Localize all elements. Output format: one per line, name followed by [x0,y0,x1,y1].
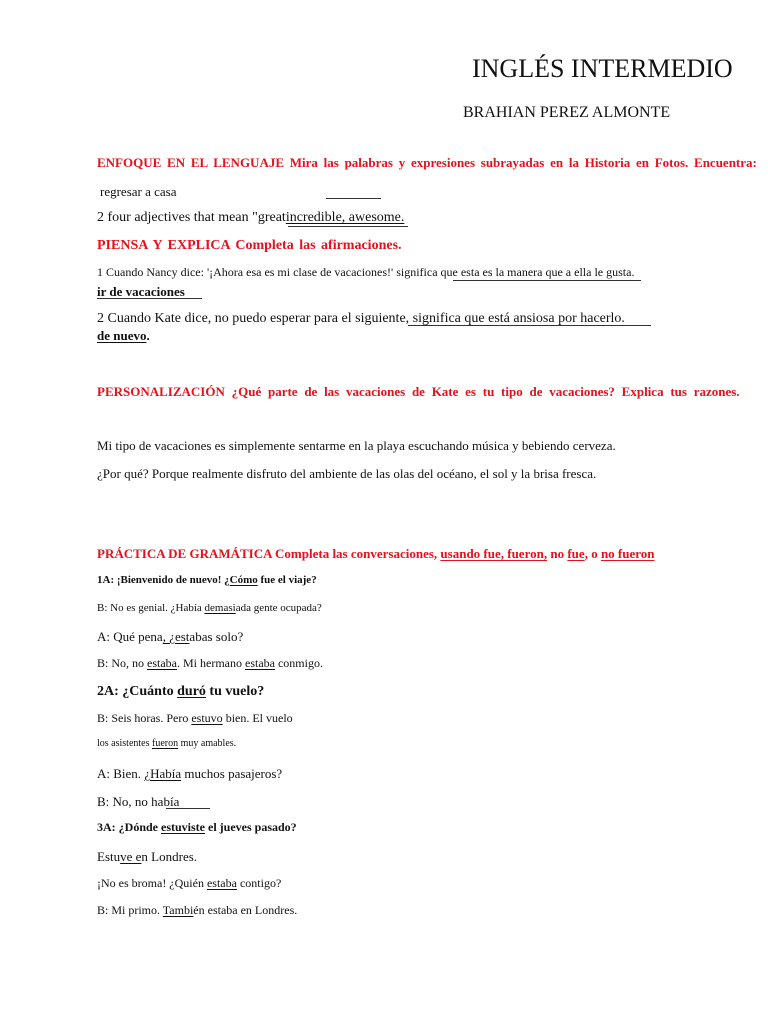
line-underlined: estaba [147,656,177,670]
gramatica-heading [97,546,655,562]
conversation-line-11 [97,849,197,865]
line-underlined: demasi [204,602,236,614]
gramatica-heading-c: , o [584,546,601,561]
conversation-line-7 [97,738,236,749]
conversation-line-12 [97,876,281,891]
line-text: 3A: ¿Dónde [97,820,162,834]
line-text: muy amables. [178,738,237,749]
enfoque-line-2-answer: incredible, awesome. [285,210,405,225]
personalizacion-answer-1: Mi tipo de vacaciones es simplemente sentarme en la playa escuchando música y bebiendo cerveza. [97,438,616,453]
answer-blank [166,808,210,809]
answer-blank [453,280,641,281]
answer-blank [97,298,202,299]
enfoque-heading: ENFOQUE EN EL LENGUAJE Mira las palabras y expresiones subrayadas en la Historia en Fotos. Encuentra: [97,155,757,170]
gramatica-heading-u2: fue [567,546,585,561]
enfoque-line-2-prefix: 2 four adjectives that mean "great [97,210,286,225]
line-text: Estu [97,849,121,864]
line-text: los asistentes [97,738,152,749]
piensa-item-2-line-2-end: . [146,328,150,343]
line-text: ada gente ocupada? [235,602,322,614]
answer-blank [408,325,651,326]
line-underlined: estuvo [191,711,223,725]
line-text: el jueves pasado? [205,820,297,834]
answer-blank [326,198,381,199]
line-text: B: Seis horas. Pero [97,711,192,725]
piensa-item-2-line-2-text: de nuevo [97,328,147,343]
piensa-item-1-answer: esta es la manera que a ella le gusta. [460,265,635,279]
line-text: B: No, no [97,656,148,670]
gramatica-heading-u1: usando fue, fueron, [440,546,548,561]
piensa-item-1-line-2: ir de vacaciones [97,284,185,299]
piensa-item-2-prefix: 2 Cuando Kate dice, no puedo esperar para el siguiente, si [97,311,423,326]
piensa-item-1-prefix: 1 Cuando Nancy dice: '¡Ahora esa es mi clase de vacaciones!' significa que [97,265,461,279]
line-text: A: Bien. [97,766,145,781]
personalizacion-answer-2: ¿Por qué? Porque realmente disfruto del ambiente de las olas del océano, el sol y la brisa fresca. [97,466,597,481]
line-text: ¡No es broma! ¿Quién [97,876,207,890]
line-text: 1A: ¡Bienvenido de nuevo! ¿ [97,574,230,586]
line-underlined: fueron [152,738,179,749]
piensa-item-2-answer: gnifica que está ansiosa por hacerlo. [422,311,625,326]
line-text: 2A: ¿Cuánto [97,684,178,699]
line-underlined: estaba [206,876,237,890]
line-text: abas solo? [189,629,244,644]
line-text: fue el viaje? [257,574,317,586]
line-underlined: Tambi [162,903,194,917]
piensa-item-1 [97,265,634,280]
document-title: INGLÉS INTERMEDIO [472,54,733,83]
conversation-line-2 [97,602,322,614]
line-text: ía [169,794,180,809]
conversation-line-6 [97,711,293,726]
personalizacion-heading: PERSONALIZACIÓN ¿Qué parte de las vacaciones de Kate es tu tipo de vacaciones? Explica tus razones. [97,384,740,399]
line-text: tu vuelo? [205,684,265,699]
line-text: B: No, no hab [97,794,170,809]
conversation-line-4 [97,656,323,671]
line-text: B: Mi primo. [97,903,163,917]
line-text: bien. El vuelo [222,711,293,725]
conversation-line-13 [97,903,297,918]
gramatica-heading-b: no [547,546,568,561]
enfoque-line-1: regresar a casa [100,184,177,199]
conversation-line-1 [97,574,317,586]
line-text: . Mi hermano [177,656,245,670]
line-text: conmigo. [274,656,323,670]
line-underlined: , ¿est [162,629,190,644]
piensa-item-2-line-2 [97,328,150,344]
gramatica-heading-a: PRÁCTICA DE GRAMÁTICA Completa las conversaciones, [97,546,441,561]
conversation-line-3 [97,629,243,645]
line-text: A: Qué pena [97,629,163,644]
conversation-line-8 [97,766,282,782]
line-underlined: ve e [120,849,142,864]
author-name: BRAHIAN PEREZ ALMONTE [463,104,671,121]
line-underlined: estuviste [161,820,206,834]
enfoque-line-2 [97,210,404,226]
conversation-line-10 [97,820,297,835]
line-underlined: estaba [245,656,275,670]
line-underlined: duró [177,684,206,699]
line-text: B: No es genial. ¿Había [97,602,205,614]
line-text: muchos pasajeros? [181,766,283,781]
piensa-heading: PIENSA Y EXPLICA Completa las afirmaciones. [97,238,402,253]
gramatica-heading-u3: no fueron [600,546,655,561]
line-underlined: Cómo [229,574,258,586]
line-text: én estaba en Londres. [193,903,298,917]
line-text: contigo? [236,876,282,890]
answer-blank [288,226,408,227]
line-underlined: ¿Había [144,766,182,781]
conversation-line-5 [97,684,264,700]
line-text: n Londres. [141,849,198,864]
